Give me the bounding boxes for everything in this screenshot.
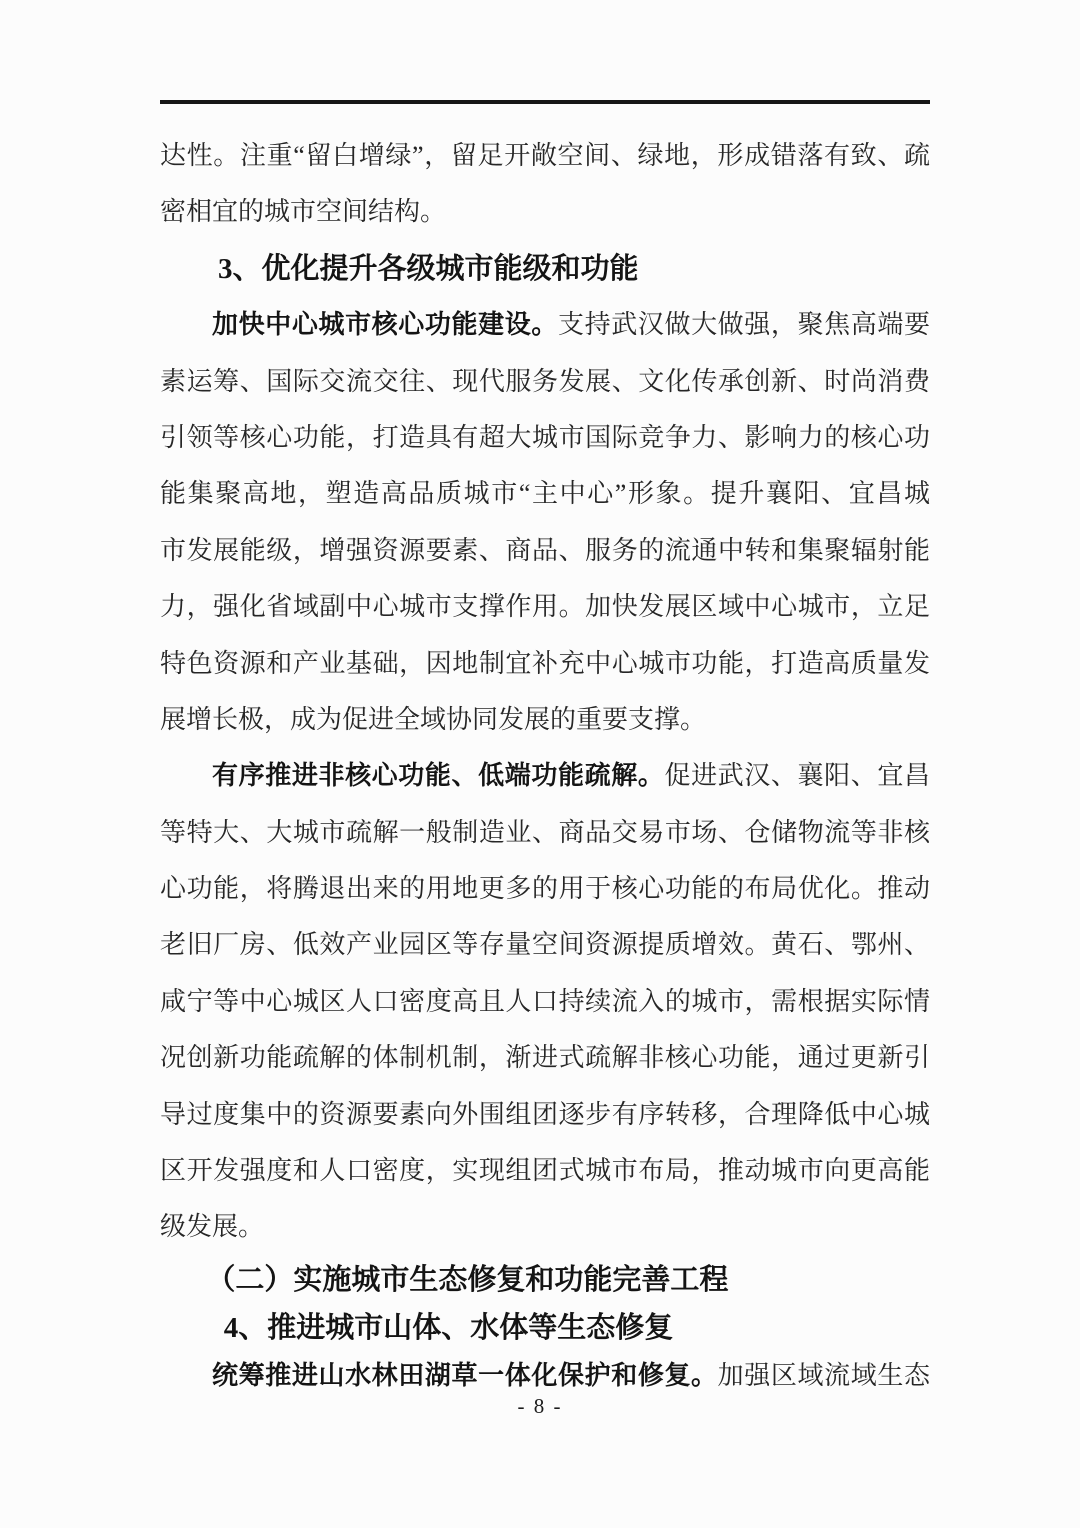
text-line <box>160 523 930 579</box>
text-line <box>160 692 930 748</box>
text-run: 力，强化省域副中心城市支撑作用。加快发展区域中心城市，立足 <box>160 592 930 622</box>
text-run: 密相宜的城市空间结构。 <box>160 197 447 227</box>
text-run-bold: 4、推进城市山体、水体等生态修复 <box>223 1311 674 1344</box>
text-run: 达性。注重“留白增绿”，留足开敞空间、绿地，形成错落有致、疏 <box>160 141 930 170</box>
text-run: 支持武汉做大做强，聚焦高端要 <box>558 310 930 340</box>
text-line <box>160 917 930 973</box>
text-run: 能集聚高地，塑造高品质城市“主中心”形象。提升襄阳、宜昌城 <box>160 479 930 509</box>
text-line <box>160 410 930 466</box>
text-line <box>160 1143 930 1199</box>
text-line <box>160 466 930 522</box>
text-line <box>160 579 930 635</box>
text-line <box>160 1030 930 1086</box>
text-run-bold: （二）实施城市生态修复和功能完善工程 <box>206 1263 729 1296</box>
text-run: 区开发强度和人口密度，实现组团式城市布局，推动城市向更高能 <box>160 1156 930 1186</box>
heading-line <box>160 241 930 297</box>
text-run: 等特大、大城市疏解一般制造业、商品交易市场、仓储物流等非核 <box>160 817 930 847</box>
text-line <box>160 974 930 1030</box>
text-run: 老旧厂房、低效产业园区等存量空间资源提质增效。黄石、鄂州、 <box>160 930 930 960</box>
text-line <box>160 297 930 353</box>
text-run: 咸宁等中心城区人口密度高且人口持续流入的城市，需根据实际情 <box>160 986 930 1016</box>
text-run: 加强区域流域生态 <box>717 1360 930 1390</box>
heading-line <box>160 1256 930 1304</box>
text-run: 级发展。 <box>160 1212 265 1242</box>
text-run: 导过度集中的资源要素向外围组团逐步有序转移，合理降低中心城 <box>160 1099 930 1129</box>
page-number: - 8 - <box>517 1394 563 1418</box>
text-run-bold: 加快中心城市核心功能建设。 <box>212 310 558 340</box>
text-run-bold: 统筹推进山水林田湖草一体化保护和修复。 <box>212 1360 718 1390</box>
text-line <box>160 354 930 410</box>
text-run: 况创新功能疏解的体制机制，渐进式疏解非核心功能，通过更新引 <box>160 1043 930 1073</box>
text-line <box>160 128 930 184</box>
text-line <box>160 805 930 861</box>
text-run: 促进武汉、襄阳、宜昌 <box>664 761 930 791</box>
document-body <box>160 128 930 1400</box>
text-run: 素运筹、国际交流交往、现代服务发展、文化传承创新、时尚消费 <box>160 366 930 396</box>
text-run: 心功能，将腾退出来的用地更多的用于核心功能的布局优化。推动 <box>160 874 930 904</box>
text-run-bold: 有序推进非核心功能、低端功能疏解。 <box>212 761 665 791</box>
text-line <box>160 184 930 240</box>
text-run: 特色资源和产业基础，因地制宜补充中心城市功能，打造高质量发 <box>160 648 930 678</box>
text-run: 市发展能级，增强资源要素、商品、服务的流通中转和集聚辐射能 <box>160 535 930 565</box>
header-rule <box>160 100 930 104</box>
text-line <box>160 748 930 804</box>
text-line <box>160 1199 930 1255</box>
text-line <box>160 1087 930 1143</box>
heading-line <box>160 1304 930 1352</box>
text-run-bold: 3、优化提升各级城市能级和功能 <box>218 252 639 285</box>
text-run: 引领等核心功能，打造具有超大城市国际竞争力、影响力的核心功 <box>160 422 930 452</box>
text-run: 展增长极，成为促进全域协同发展的重要支撑。 <box>160 704 707 734</box>
text-line <box>160 636 930 692</box>
text-line <box>160 861 930 917</box>
